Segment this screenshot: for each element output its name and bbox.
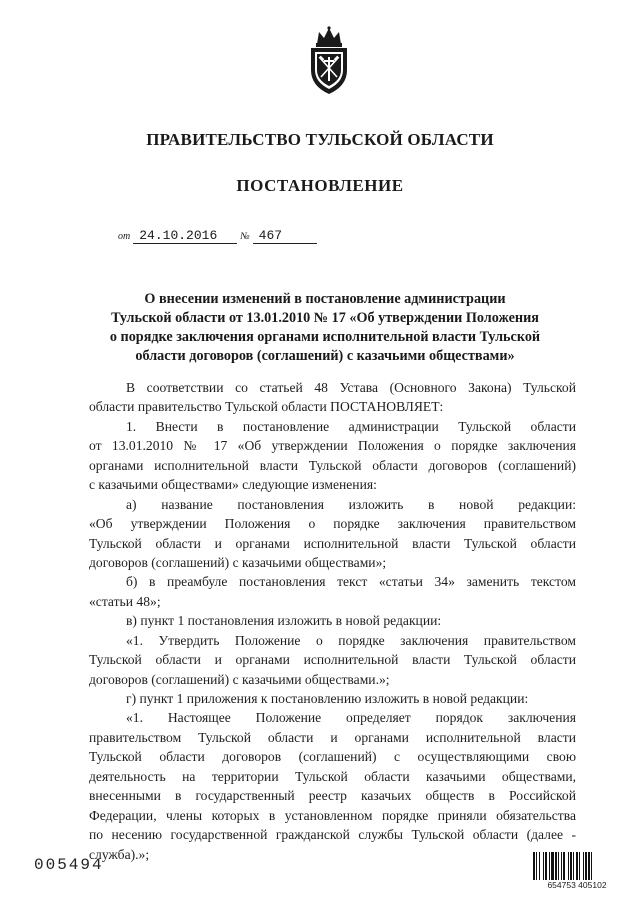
subject-line: о порядке заключения органами исполнительной власти Тульской bbox=[109, 329, 541, 345]
barcode-number: 654753 405102 bbox=[533, 880, 621, 890]
number-prefix: № bbox=[240, 231, 250, 242]
body-line: договоров (соглашений) с казачьими обществами»; bbox=[89, 554, 387, 570]
body-line: договоров (соглашений) с казачьими обществами.»; bbox=[89, 671, 390, 687]
body-line: б) в преамбуле постановления текст «статьи 34» заменить текстом bbox=[126, 574, 576, 590]
body-line: «Об утверждении Положения о порядке заключения правительством bbox=[89, 516, 576, 532]
body-line: г) пункт 1 приложения к постановлению изложить в новой редакции: bbox=[126, 691, 529, 706]
body-line: области правительство Тульской области ПОСТАНОВЛЯЕТ: bbox=[89, 399, 444, 415]
subject-line: О внесении изменений в постановление администрации bbox=[144, 291, 506, 307]
body-line: служба).»; bbox=[89, 846, 150, 862]
body-line: по несению государственной гражданской службы Тульской области (далее - bbox=[89, 827, 576, 843]
document-type: ПОСТАНОВЛЕНИЕ bbox=[236, 176, 404, 195]
document-number: 467 bbox=[253, 228, 317, 244]
body-line: Тульской области и органами исполнительной власти Тульской области bbox=[89, 652, 576, 668]
body-line: внесенными в государственный реестр казачьих обществ в Российской bbox=[89, 788, 576, 804]
body-line: 1. Внести в постановление администрации Тульской области bbox=[126, 418, 576, 434]
body-line: «1. Настоящее Положение определяет порядок заключения bbox=[126, 710, 576, 726]
date-prefix: от bbox=[118, 231, 131, 242]
body-line: правительством Тульской области и органами исполнительной власти bbox=[89, 729, 576, 745]
body-line: органами исполнительной власти Тульской области договоров (соглашений) bbox=[89, 457, 576, 473]
body-line: от 13.01.2010 № 17 «Об утверждении Положения о порядке заключения bbox=[89, 438, 576, 454]
body-line: Федерации, члены которых в установленном порядке приняли обязательства bbox=[89, 807, 576, 823]
document-subject bbox=[95, 290, 555, 366]
subject-line: области договоров (соглашений) с казачьими обществами» bbox=[135, 348, 515, 364]
document-serial-number: 005494 bbox=[34, 856, 104, 874]
body-line: с казачьими обществами» следующие изменения: bbox=[89, 477, 377, 493]
government-title: ПРАВИТЕЛЬСТВО ТУЛЬСКОЙ ОБЛАСТИ bbox=[146, 130, 494, 149]
body-line: «1. Утвердить Положение о порядке заключения правительством bbox=[126, 632, 576, 648]
body-line: В соответствии со статьей 48 Устава (Основного Закона) Тульской bbox=[126, 380, 576, 395]
body-line: в) пункт 1 постановления изложить в новой редакции: bbox=[126, 613, 442, 629]
date-number-line bbox=[118, 228, 317, 244]
body-line: «статьи 48»; bbox=[89, 593, 161, 609]
document-body bbox=[89, 378, 576, 864]
body-line: Тульской области и органами исполнительной власти Тульской области bbox=[89, 535, 576, 551]
document-date: 24.10.2016 bbox=[133, 228, 237, 244]
body-line: деятельность на территории Тульской области казачьими обществами, bbox=[89, 768, 576, 784]
body-line: Тульской области договоров (соглашений) с осуществляющими свою bbox=[89, 749, 576, 765]
tula-coat-of-arms-icon bbox=[305, 26, 353, 96]
body-line: а) название постановления изложить в новой редакции: bbox=[126, 496, 576, 512]
subject-line: Тульской области от 13.01.2010 № 17 «Об утверждении Положения bbox=[111, 310, 539, 326]
